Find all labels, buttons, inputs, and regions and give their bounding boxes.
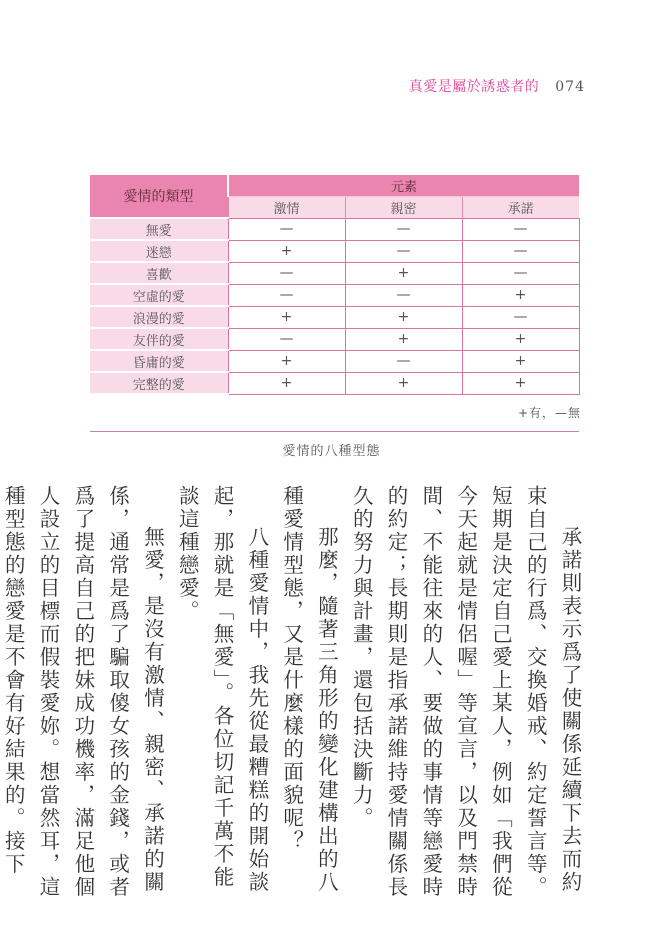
table-cell: — bbox=[345, 350, 462, 372]
table-cell: + bbox=[462, 372, 579, 394]
table-header-intimacy: 親密 bbox=[345, 196, 462, 218]
row-label: 喜歡 bbox=[90, 262, 228, 284]
table-cell: — bbox=[462, 240, 579, 262]
table-cell: — bbox=[462, 218, 579, 240]
table-cell: — bbox=[462, 306, 579, 328]
table-legend: +有，—無 bbox=[517, 406, 581, 420]
table-row bbox=[90, 350, 579, 372]
table-cell: + bbox=[228, 306, 345, 328]
row-label: 空虛的愛 bbox=[90, 284, 228, 306]
table-caption: 愛情的八種型態 bbox=[282, 444, 381, 459]
table-cell: — bbox=[228, 284, 345, 306]
row-label: 浪漫的愛 bbox=[90, 306, 228, 328]
table-cell: + bbox=[462, 284, 579, 306]
table-cell: — bbox=[228, 262, 345, 284]
table-cell: + bbox=[462, 328, 579, 350]
table-cell: + bbox=[462, 350, 579, 372]
table-cell: + bbox=[345, 306, 462, 328]
table-cell: + bbox=[228, 372, 345, 394]
table-row bbox=[90, 328, 579, 350]
paragraph: 承諾則表示爲了使關係延續下去而約束自己的行爲、交換婚戒、約定誓言等。短期是決定自己愛上某人，例如「我們從今天起就是情侶喔」等宣言，以及門禁時間、不能往來的人、要做的事情等戀愛時的約定；長期則是指承諾維持愛情關係長久的努力與計畫，還包括決斷力。 bbox=[349, 485, 582, 899]
table-cell: — bbox=[228, 218, 345, 240]
table-cell: — bbox=[462, 262, 579, 284]
table-row bbox=[90, 262, 579, 284]
table-header-commitment: 承諾 bbox=[462, 196, 579, 218]
table-row bbox=[90, 218, 579, 240]
table-cell: + bbox=[345, 262, 462, 284]
table-cell: + bbox=[345, 328, 462, 350]
table-cell: — bbox=[345, 218, 462, 240]
table-header-passion: 激情 bbox=[228, 196, 345, 218]
table-cell: — bbox=[345, 240, 462, 262]
row-label: 完整的愛 bbox=[90, 372, 228, 394]
row-label: 迷戀 bbox=[90, 240, 228, 262]
table-row bbox=[90, 372, 579, 394]
paragraph: 八種愛情中，我先從最糟糕的開始談起，那就是「無愛」。各位切記千萬不能談這種戀愛。 bbox=[175, 485, 269, 894]
table-header-elements: 元素 bbox=[228, 175, 579, 196]
table-cell: + bbox=[228, 240, 345, 262]
table-cell: — bbox=[228, 328, 345, 350]
body-text bbox=[1, 485, 587, 905]
table-cell: + bbox=[228, 350, 345, 372]
table-header-type: 愛情的類型 bbox=[90, 175, 228, 218]
divider bbox=[90, 431, 579, 432]
table-row bbox=[90, 306, 579, 328]
table-row bbox=[90, 284, 579, 306]
row-label: 友伴的愛 bbox=[90, 328, 228, 350]
love-types-table bbox=[90, 175, 580, 395]
table-cell: — bbox=[345, 284, 462, 306]
page-number: 074 bbox=[555, 79, 585, 95]
running-header bbox=[409, 76, 585, 96]
paragraph: 那麼，隨著三角形的變化建構出的八種愛情型態，又是什麼樣的面貌呢？ bbox=[279, 485, 339, 894]
table-row bbox=[90, 240, 579, 262]
paragraph: 無愛，是沒有激情、親密、承諾的關係，通常是爲了騙取傻女孩的金錢，或者爲了提高自己的把妹成功機率，滿足他個人設立的目標而假裝愛妳。想當然耳，這種型態的戀愛是不會有好結果的。接下 bbox=[1, 485, 165, 899]
table-cell: + bbox=[345, 372, 462, 394]
row-label: 無愛 bbox=[90, 218, 228, 240]
row-label: 昏庸的愛 bbox=[90, 350, 228, 372]
running-title: 真愛是屬於誘惑者的 bbox=[408, 79, 540, 95]
